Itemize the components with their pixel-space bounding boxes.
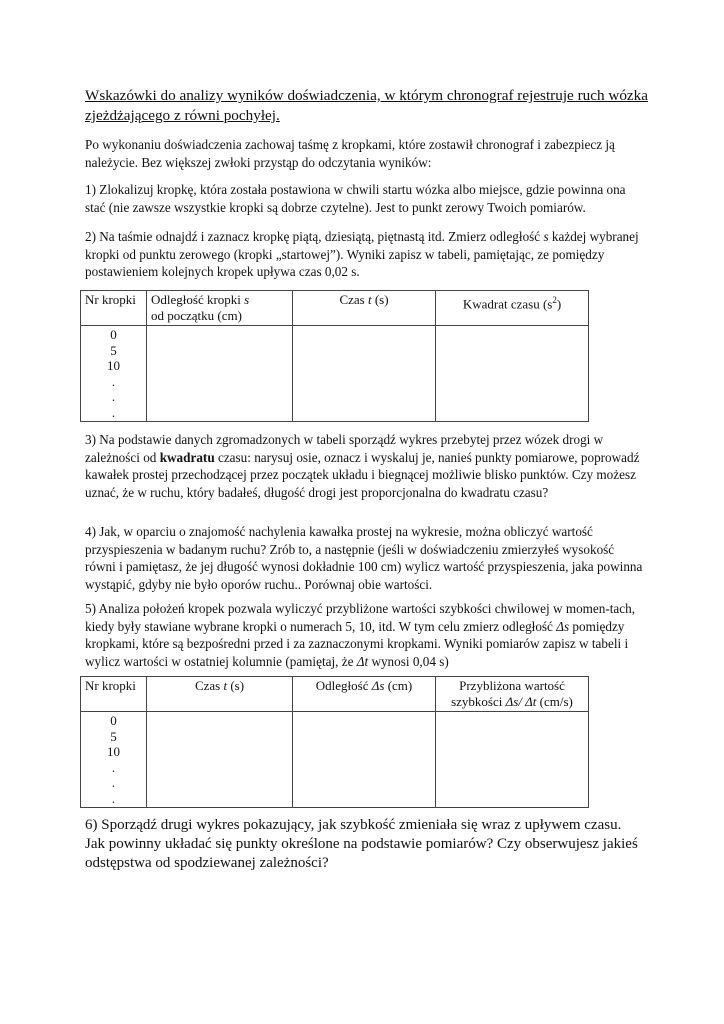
header-cell: [293, 291, 436, 326]
text: Czas: [194, 678, 224, 693]
text: 3) Na podstawie danych zgromadzonych w tabeli sporządź wykres przebytej przez wózek drogi w zależności od: [85, 432, 604, 465]
text: (cm/s): [536, 694, 573, 709]
step-4: 4) Jak, w oparciu o znajomość nachylenia kawałka prostej na wykresie, można obliczyć wartość przyspieszenia w badanym ruchu? Zrób to, a następnie (jeśli w doświadczeniu zmierzyłeś wysokość równi i pamiętasz, że jej długość wynosi dokładnie 100 cm) wylicz wartość przyspieszenia, jaka powinna wystąpić, gdyby nie było oporów ruchu.. Porównaj obie wartości.: [85, 524, 643, 592]
step-5: [85, 600, 645, 670]
text: 2: [552, 295, 557, 305]
table-row: [81, 712, 589, 808]
dot-number: .: [111, 759, 116, 775]
header-cell: [147, 291, 293, 326]
dot-number: 0: [110, 713, 117, 728]
text: (cm): [384, 678, 413, 693]
text: (s): [371, 292, 389, 307]
text: t: [367, 292, 372, 307]
text: t: [223, 678, 228, 693]
text: pomiędzy kropkami, które są bezpośredni przed i za zaznaczonymi kropkami. Wyniki pomiarów zapisz w tabeli i wylicz wartości w ostatniej kolumnie (pamiętaj, że: [85, 618, 629, 669]
dot-number-cell: [81, 326, 147, 422]
text: każdej wybranej kropki od punktu zerowego (kropki „startowej”). Wyniki zapisz w tabeli, pamiętając, ze pomiędzy postawieniem kolejnych kropek upływa czas 0,02 s.: [85, 229, 639, 279]
distance-table: [80, 290, 589, 422]
dot-number-cell: [81, 712, 147, 808]
dot-number: .: [111, 373, 116, 389]
header-cell: [436, 291, 589, 326]
step-1: 1) Zlokalizuj kropkę, która została postawiona w chwili startu wózka albo miejsce, gdzie powinna ona stać (nie zawsze wszystkie kropki są dobrze czytelne). Jest to punkt zerowy Twoich pomiarów.: [85, 182, 626, 215]
table-header-row: [81, 677, 589, 712]
dot-number: 5: [110, 728, 117, 744]
dot-number: .: [111, 404, 116, 420]
empty-cell: [293, 326, 436, 422]
empty-cell: [147, 712, 293, 808]
header-cell: Nr kropki: [81, 291, 147, 326]
empty-cell: [293, 712, 436, 808]
dot-number: 0: [110, 327, 117, 342]
empty-cell: [436, 326, 589, 422]
text: Odległość kropki: [151, 292, 245, 307]
table-header-row: [81, 291, 589, 326]
header-cell: [293, 677, 436, 712]
text: Δs: [556, 618, 570, 634]
text: Δt: [356, 653, 369, 669]
intro-paragraph: Po wykonaniu doświadczenia zachowaj taśmę z kropkami, które zostawił chronograf i zabezpiecz ją należycie. Bez większej zwłoki przystąp do odczytania wyników:: [85, 137, 615, 170]
document-title: Wskazówki do analizy wyników doświadczenia, w którym chronograf rejestruje ruch wózka zjeżdżającego z równi pochyłej.: [85, 87, 649, 124]
dot-number: .: [111, 389, 116, 404]
text: Przybliżona wartość: [459, 678, 565, 693]
table-row: [81, 326, 589, 422]
dot-number: 10: [107, 358, 120, 373]
text: s: [543, 229, 549, 244]
text: Δs: [371, 678, 385, 693]
text: (s): [227, 678, 245, 693]
header-cell: [436, 677, 589, 712]
dot-number: 10: [107, 744, 120, 759]
text: Czas: [339, 292, 368, 307]
header-cell: [147, 677, 293, 712]
text: Δs/ Δt: [505, 694, 537, 709]
text: czasu: narysuj osie, oznacz i wyskaluj je, nanieś punkty pomiarowe, poprowadź kawałek prostej przechodzącej przez początek układu i biegnącej możliwie blisko punktów. Czy możesz uznać, że w ruchu, który badałeś, długość drogi jest proporcjonalna do kwadratu czasu?: [85, 449, 640, 500]
dot-number: 5: [110, 342, 117, 358]
text: kwadratu: [159, 449, 215, 465]
text: 5) Analiza położeń kropek pozwala wyliczyć przybliżone wartości szybkości chwilowej w momen-tach, kiedy były stawiane wybrane kropki o numerach 5, 10, itd. W tym celu zmierz odległość: [85, 601, 636, 634]
velocity-table: [80, 676, 589, 808]
text: s: [244, 292, 250, 307]
text: 2) Na taśmie odnajdź i zaznacz kropkę piątą, dziesiątą, piętnastą itd. Zmierz odległość: [85, 229, 544, 244]
text: od początku (cm): [151, 308, 242, 323]
text: ): [556, 296, 562, 312]
empty-cell: [147, 326, 293, 422]
text: szybkości: [451, 694, 506, 709]
dot-number: .: [111, 775, 116, 790]
step-6: 6) Sporządź drugi wykres pokazujący, jak szybkość zmieniała się wraz z upływem czasu. Jak powinny układać się punkty określone na podstawie pomiarów? Czy obserwujesz jakieś odstępstwa od spodziewanej zależności?: [85, 817, 638, 871]
step-3: [85, 431, 645, 501]
header-cell: Nr kropki: [81, 677, 147, 712]
text: Odległość: [315, 678, 372, 693]
text: wynosi 0,04 s): [368, 653, 449, 669]
text: Kwadrat czasu (s: [462, 296, 553, 312]
dot-number: .: [111, 790, 116, 806]
step-2: [85, 228, 645, 281]
empty-cell: [436, 712, 589, 808]
